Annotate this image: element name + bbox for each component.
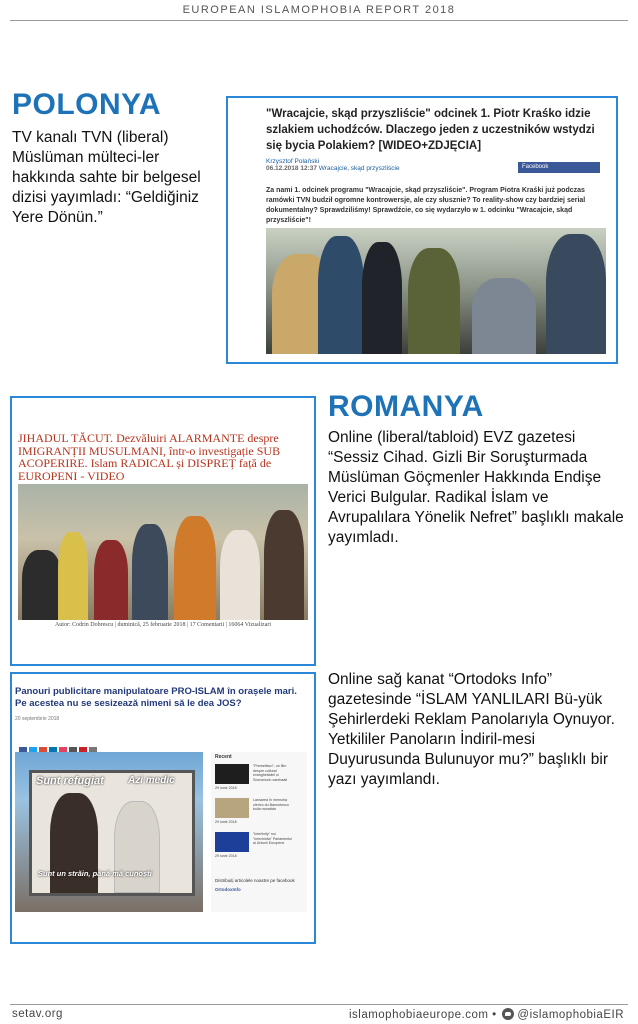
facebook-label: Facebook — [522, 164, 549, 170]
polonya-description: TV kanalı TVN (liberal) Müslüman mülteci-ler hakkında sahte bir belgesel dizisi yayımladı: “Geldiğiniz Yere Dönün.” — [12, 129, 201, 226]
sidebar-item-date: 29 iunie 2018 — [215, 854, 237, 858]
polonya-screenshot — [226, 96, 618, 364]
polonya-date: 06.12.2018 12:37 — [266, 165, 317, 172]
romanya-description: Online (liberal/tabloid) EVZ gazetesi “Sessiz Cihad. Gizli Bir Soruşturmada Müslüman Göçmenler Hakkında Endişe Verici Bulgular. Radikal İslam ve Avrupalılara Yönelik Nefret” başlıklı makale yayımladı. — [328, 429, 624, 546]
sidebar-facebook-title: Distribuiți articolele noastre pe facebook — [215, 878, 295, 883]
sidebar-item[interactable]: "Premelfavo", un film despre cultural evanghelizării și Sovromuriu varebaati — [253, 764, 288, 782]
footer-divider — [10, 1004, 628, 1005]
billboard-text-stranger: Sunt un străin, până mă cunoști — [38, 869, 152, 878]
sidebar-item-date: 29 iunie 2018 — [215, 820, 237, 824]
report-title: EUROPEAN ISLAMOPHOBIA REPORT 2018 — [182, 4, 456, 16]
ortodoks-sidebar — [211, 752, 307, 912]
ortodoks-screenshot — [10, 672, 316, 944]
footer-separator: • — [492, 1009, 497, 1021]
polonya-article — [266, 106, 606, 354]
polonya-author: Krzysztof Polański — [266, 158, 320, 165]
share-icons-row — [19, 742, 99, 750]
romanya-screenshot — [10, 396, 316, 666]
footer-twitter-handle[interactable]: @islamophobiaEIR — [517, 1009, 624, 1021]
sidebar-thumb[interactable] — [215, 832, 249, 852]
romanya-author-line: Autor: Codrin Dobrescu | duminică, 25 februarie 2018 | 17 Comentarii | 16064 Vizualizari — [54, 622, 272, 628]
polonya-article-photo — [266, 228, 606, 354]
facebook-share-button[interactable] — [518, 162, 600, 173]
billboard-text-refugee: Sunt refugiat — [36, 775, 104, 787]
footer-links — [349, 1008, 624, 1021]
sidebar-title: Recent — [215, 754, 232, 760]
sidebar-thumb[interactable] — [215, 798, 249, 818]
polonya-category: Wracajcie, skąd przyszliście — [318, 165, 400, 172]
country-heading-romanya: ROMANYA — [328, 390, 484, 423]
billboard-text-doctor: Azi medic — [128, 775, 175, 786]
country-heading-polonya: POLONYA — [12, 88, 162, 121]
sidebar-facebook-page[interactable]: OrtodoxInfo — [215, 887, 241, 892]
footer-website-link[interactable]: islamophobiaeurope.com — [348, 1009, 489, 1021]
ortodoks-article — [15, 686, 311, 916]
twitter-icon — [502, 1008, 514, 1020]
polonya-article-headline: "Wracajcie, skąd przyszliście" odcinek 1. Piotr Kraśko idzie szlakiem uchodźców. Dlaczego jeden z uczestników wstydzi się bycia Polakiem? [WIDEO+ZDJĘCIA] — [266, 108, 595, 152]
sidebar-facebook-box — [215, 878, 303, 892]
sidebar-thumb[interactable] — [215, 764, 249, 784]
ortodoks-article-headline: Panouri publicitare manipulatoare PRO-ISLAM în orașele mari. Pe acestea nu se sesizează nimeni să le dea JOS? — [15, 686, 297, 709]
billboard — [29, 770, 195, 896]
romanya-article-photo — [18, 484, 308, 620]
romanya-article-headline: JIHADUL TĂCUT. Dezvăluiri ALARMANTE despre IMIGRANȚII MUSULMANI, într-o investigație SUB ACOPERIRE. Islam RADICAL și DISPREȚ față de EUROPENI - VIDEO — [18, 431, 281, 483]
footer-site[interactable]: setav.org — [12, 1008, 63, 1020]
header-divider — [10, 20, 628, 21]
report-header — [0, 0, 638, 20]
ortodoks-article-meta: 20 septembrie 2018 — [15, 716, 60, 722]
romanya-article — [18, 432, 308, 630]
polonya-article-lead: Za nami 1. odcinek programu "Wracajcie, skąd przyszliście". Program Piotra Kraśki już podczas ramówki TVN budził ogromne kontrowersje, ale czy słusznie? To reality-show czy bardziej serial dokumentalny? Sprawdziliśmy! Sprawdźcie, co się wydarzyło w 1. odcinku "Wracajcie, skąd przyszliście"! — [266, 187, 586, 224]
ortodoks-billboard-photo — [15, 752, 203, 912]
sidebar-item[interactable]: "Interlinity" noi "neechivita" Parlamentul al Uniunii Europene — [253, 832, 292, 845]
ortodoks-description: Online sağ kanat “Ortodoks Info” gazetesinde “İSLAM YANLILARI Bü-yük Şehirlerdeki Reklam Panolarıyla Oynuyor. Yetkililer Panoların İndiril-mesi Duyurusunda Bulunuyor mu?” başlıklı bir yazı yayımlandı. — [328, 671, 615, 788]
sidebar-item-date: 29 iunie 2018 — [215, 786, 237, 790]
sidebar-item[interactable]: Lansarea în memoria ulerico du Bamurtoscu bulla moraticie — [253, 798, 289, 811]
